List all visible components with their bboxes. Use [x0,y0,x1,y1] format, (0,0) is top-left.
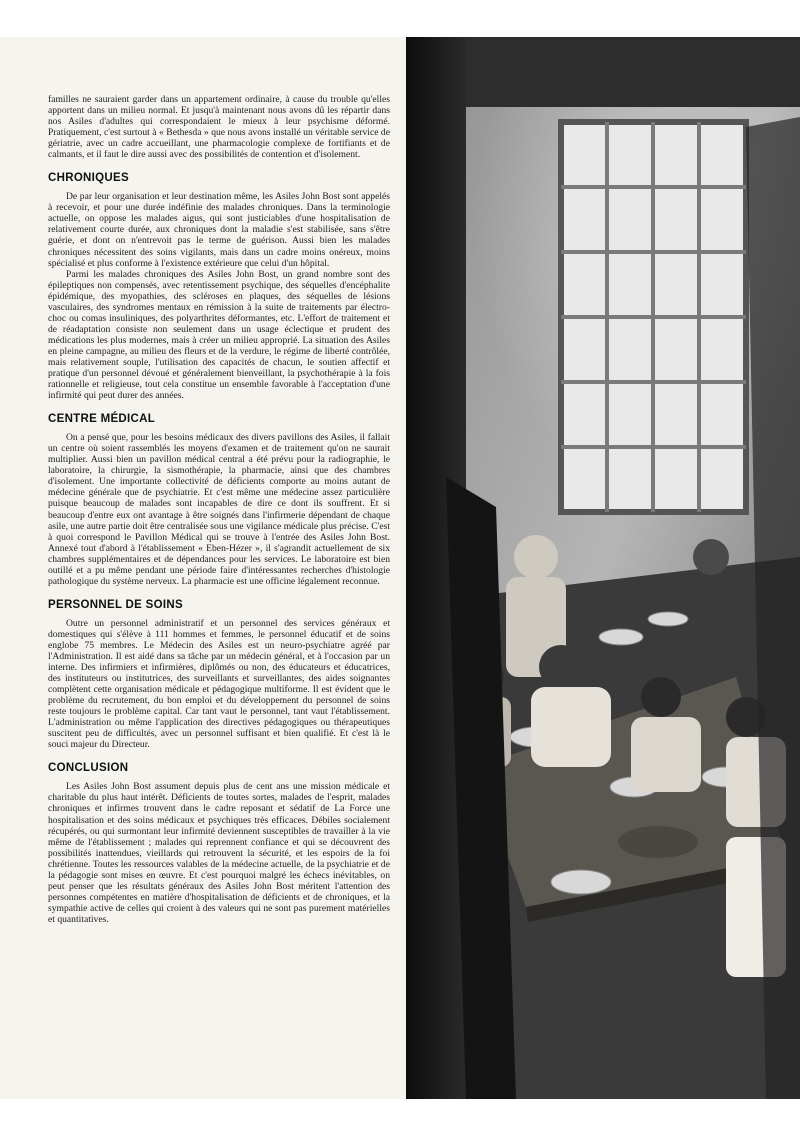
intro-paragraph: familles ne sauraient garder dans un appartement ordinaire, à cause du trouble qu'elles apportent dans un milieu normal. Et jusqu'à maintenant nous avons dû les répartir dans nos Asiles d'adultes qui correspondaient le mieux à leur psychisme déformé. Pratiquement, c'est surtout à « Bethesda » que nous avons installé un véritable service de gériatrie, avec un cadre accueillant, une pharmacologie complexe de fortifiants et de calmants, et il faut le dire aussi avec des possibilités de contention et d'isolement. [48,94,390,161]
paragraph: De par leur organisation et leur destination même, les Asiles John Bost sont appelés à recevoir, et pour une durée indéfinie des malades chroniques. Dans la terminologie actuelle, on oppose les malades aigus, qui sont justiciables d'une hospitalisation de relativement courte durée, aux chroniques dont la maladie s'est stabilisée, sans s'être guérie, et dont on n'entrevoit pas le terme de guérison. Aussi bien les malades chroniques nécessitent des soins vigilants, mais dans un cadre moins onéreux, moins spécialisé et plus conforme à l'existence extérieure que celui d'un hôpital. [48,191,390,269]
paragraph: On a pensé que, pour les besoins médicaux des divers pavillons des Asiles, il fallait un centre où soient rassemblés les moyens d'examen et de traitement qu'on ne saurait multiplier. Aussi bien un pavillon médical central a été prévu pour la radiographie, le laboratoire, la chirurgie, la sismothérapie, la pharmacie, ainsi que des chambres d'isolement. Une importante collectivité de déficients comporte au moins autant de médecine générale que de psychiatrie. Et c'est même une médecine assez particulière puisque beaucoup de malades sont incapables de dire ce dont ils souffrent. Et si beaucoup d'entre eux ont avantage à être soignés dans l'infirmerie dépendant de chaque asile, une autre partie doit être centralisée sous une vigilance médicale plus précise. C'est à quoi correspond le Pavillon Médical qui se trouve à l'entrée des Asiles John Bost. Annexé tout d'abord à l'établissement « Eben-Hézer », il s'agrandit actuellement de six chambres supplémentaires et de dépendances pour les services. Le laboratoire est bien outillé et a pu même pendant une période faire d'intéressantes recherches d'histologie pathologique du système nerveux. La pharmacie est une officine légalement reconnue. [48,432,390,587]
paragraph: Parmi les malades chroniques des Asiles John Bost, un grand nombre sont des épileptiques non compensés, avec retentissement psychique, des séquelles d'encéphalite épidémique, des myopathies, des scléroses en plaques, des séquelles de lésions vasculaires, des syndromes mentaux en rémission à la suite de traitements par électro-choc ou comas insuliniques, des polyarthrites déformantes, etc. L'effort de traitement et de réadaptation consiste non seulement dans un usage éclectique et prudent des médications les plus modernes, mais à créer un milieu approprié. La situation des Asiles en pleine campagne, au milieu des fleurs et de la verdure, le régime de liberté contrôlée, mais relativement souple, l'utilisation des capacités de chacun, le soutien affectif et pratique d'un personnel dévoué et généralement bienveillant, la psychothérapie à la fois rationnelle et religieuse, tout cela constitue un ensemble favorable à l'acceptation d'une infirmité qui peut durer des années. [48,268,390,402]
heading-centre-medical: CENTRE MÉDICAL [48,413,156,426]
heading-personnel-de-soins: PERSONNEL DE SOINS [48,598,183,611]
paragraph: Les Asiles John Bost assument depuis plus de cent ans une mission médicale et charitable du plus haut intérêt. Déficients de toutes sortes, malades de l'esprit, malades chroniques et infirmes trouvent dans le cadre reposant et sédatif de La Force une hospitalisation et des soins médicaux et psychiques très efficaces. Débiles socialement récupérés, ou qui surmontant leur infirmité deviennent susceptibles de travailler à la vie même de l'établissement ; malades qui reprennent confiance et qui se découvrent des possibilités inattendues, vieillards qui retrouvent la sécurité, et les espoirs de la foi chrétienne. Toutes les ressources valables de la médecine actuelle, de la psychiatrie et de la pédagogie sont mises en œuvre. Et c'est pourquoi malgré les échecs inévitables, on peut penser que les résultats généraux des Asiles John Bost méritent l'attention des personnes compétentes en matière d'hospitalisation de déficients et de chroniques, et la sympathie active de celles qui croient à des valeurs qui ne sont pas purement matérielles et quantitatives. [48,781,390,925]
window [561,122,746,512]
magazine-page [0,37,800,1099]
photo-illustration [406,37,800,1099]
paragraph: Outre un personnel administratif et un personnel des services généraux et domestiques qui s'élève à 111 hommes et femmes, le personnel éducatif et de soins englobe 75 membres. Le Médecin des Asiles est un neuro-psychiatre agréé par l'Administration. Il est aidé dans sa tâche par un médecin général, et à l'occasion par un interne. Des infirmiers et infirmières, diplômés ou non, des éducateurs et éducatrices, des instituteurs ou institutrices, des surveillants et surveillantes, des aides soignantes complètent cette organisation médicale et pédagogique multiforme. Il est évident que le problème du recrutement, du bon emploi et du développement du personnel de soins reste toujours le problème capital. Car tant vaut le personnel, tant vaut l'établissement. L'administration ou même l'application des directives pédagogiques ou thérapeutiques suscitent peu de difficultés, avec un personnel suffisant et bien qualifié. Et c'est là le souci majeur du Directeur. [48,617,390,751]
article-column [48,94,390,925]
heading-conclusion: CONCLUSION [48,762,129,775]
heading-chroniques: CHRONIQUES [48,172,129,185]
dining-room-photo [406,37,800,1099]
